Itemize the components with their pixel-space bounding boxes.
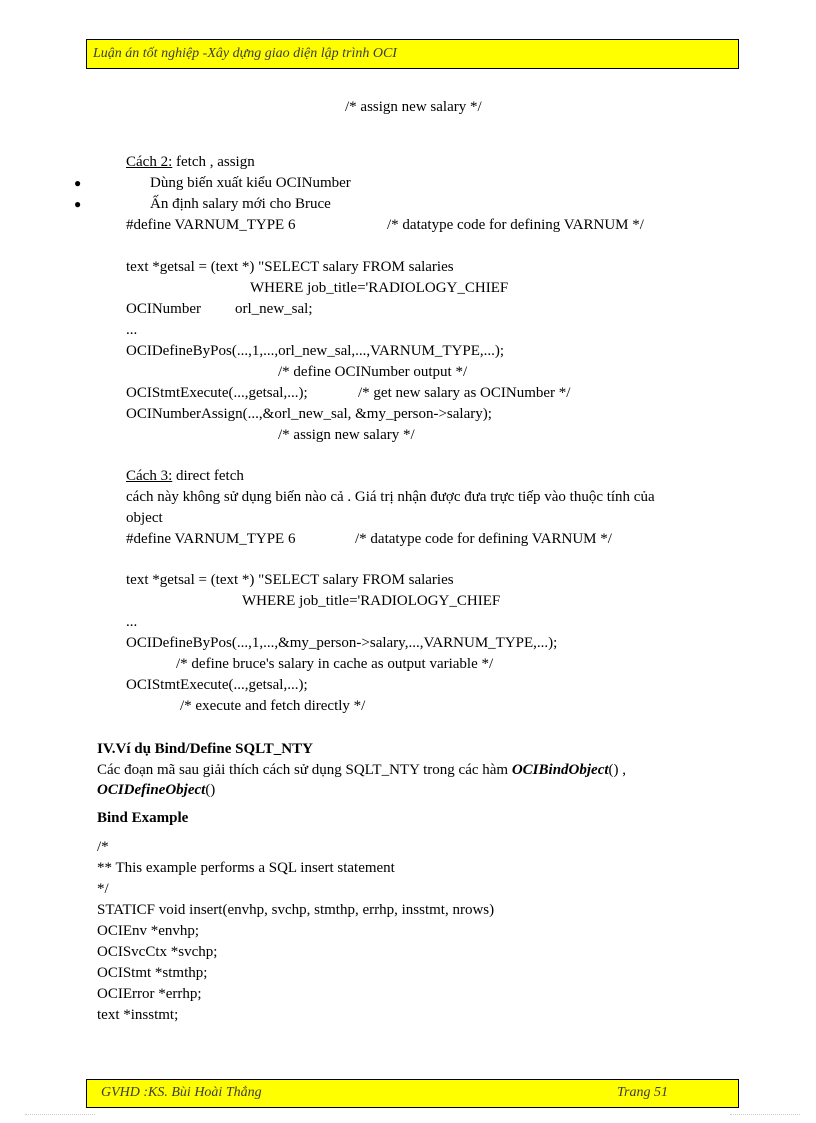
page-footer: [86, 1079, 739, 1108]
code-line: STATICF void insert(envhp, svchp, stmthp, errhp, insstmt, nrows): [97, 902, 495, 918]
code-line: text *insstmt;: [97, 1007, 179, 1023]
bullet-item: Ấn định salary mới cho Bruce: [150, 196, 331, 212]
code-line: WHERE job_title='RADIOLOGY_CHIEF: [242, 593, 501, 609]
code-line: OCISvcCtx *svchp;: [97, 944, 218, 960]
code-comment: /* define bruce's salary in cache as output variable */: [176, 656, 494, 672]
method-3-label: Cách 3:: [126, 468, 173, 484]
code-line: ...: [126, 614, 138, 630]
code-line: OCIStmtExecute(...,getsal,...);: [126, 385, 308, 401]
top-comment: /* assign new salary */: [345, 99, 482, 115]
code-line: OCIError *errhp;: [97, 986, 202, 1002]
code-line: OCIEnv *envhp;: [97, 923, 200, 939]
code-line: /*: [97, 839, 109, 855]
code-line: text *getsal = (text *) "SELECT salary FROM salaries: [126, 572, 454, 588]
bind-example-title: Bind Example: [97, 810, 189, 826]
code-comment: /* get new salary as OCINumber */: [358, 385, 571, 401]
bullet-icon: ●: [74, 197, 82, 211]
method-3-heading: [126, 466, 244, 486]
method-2-label: Cách 2:: [126, 154, 173, 170]
header-text: Luận án tốt nghiệp -Xây dựng giao diện lập trình OCI: [93, 46, 397, 61]
define-comment: /* datatype code for defining VARNUM */: [355, 531, 612, 547]
function-name: OCIDefineObject: [97, 782, 206, 798]
footer-author: GVHD :KS. Bùi Hoài Thắng: [101, 1085, 262, 1100]
code-line: OCIStmt *stmthp;: [97, 965, 208, 981]
method-2-heading: [126, 152, 255, 172]
code-line: OCIStmtExecute(...,getsal,...);: [126, 677, 308, 693]
function-name: OCIBindObject: [511, 762, 609, 778]
method-2-title: fetch , assign: [172, 154, 255, 170]
bullet-icon: ●: [74, 176, 82, 190]
section-intro: [97, 760, 739, 800]
define-line: #define VARNUM_TYPE 6: [126, 531, 296, 547]
description-line: object: [126, 510, 163, 526]
code-line: ...: [126, 322, 138, 338]
page-number: Trang 51: [617, 1085, 668, 1100]
code-line: OCINumberAssign(...,&orl_new_sal, &my_person->salary);: [126, 406, 492, 422]
section-title: IV.Ví dụ Bind/Define SQLT_NTY: [97, 741, 313, 757]
intro-text: () ,: [608, 762, 627, 778]
page-corner-mark: [730, 1114, 800, 1115]
code-line: orl_new_sal;: [235, 301, 313, 317]
code-line: text *getsal = (text *) "SELECT salary FROM salaries: [126, 259, 454, 275]
bullet-item: Dùng biến xuất kiểu OCINumber: [150, 175, 351, 191]
code-comment: /* define OCINumber output */: [278, 364, 468, 380]
page-corner-mark: [25, 1114, 95, 1115]
code-line: ** This example performs a SQL insert statement: [97, 860, 395, 876]
define-line: #define VARNUM_TYPE 6: [126, 217, 296, 233]
code-line: */: [97, 881, 109, 897]
intro-text: Các đoạn mã sau giải thích cách sử dụng SQLT_NTY trong các hàm: [97, 762, 512, 778]
code-line: WHERE job_title='RADIOLOGY_CHIEF: [250, 280, 509, 296]
page-header: [86, 39, 739, 69]
code-line: OCIDefineByPos(...,1,...,&my_person->salary,...,VARNUM_TYPE,...);: [126, 635, 558, 651]
code-line: OCINumber: [126, 301, 201, 317]
define-comment: /* datatype code for defining VARNUM */: [387, 217, 644, 233]
code-comment: /* execute and fetch directly */: [180, 698, 366, 714]
code-comment: /* assign new salary */: [278, 427, 415, 443]
method-3-title: direct fetch: [172, 468, 244, 484]
description-line: cách này không sử dụng biến nào cả . Giá trị nhận được đưa trực tiếp vào thuộc tính của: [126, 489, 655, 505]
intro-text: (): [205, 782, 216, 798]
code-line: OCIDefineByPos(...,1,...,orl_new_sal,...,VARNUM_TYPE,...);: [126, 343, 505, 359]
